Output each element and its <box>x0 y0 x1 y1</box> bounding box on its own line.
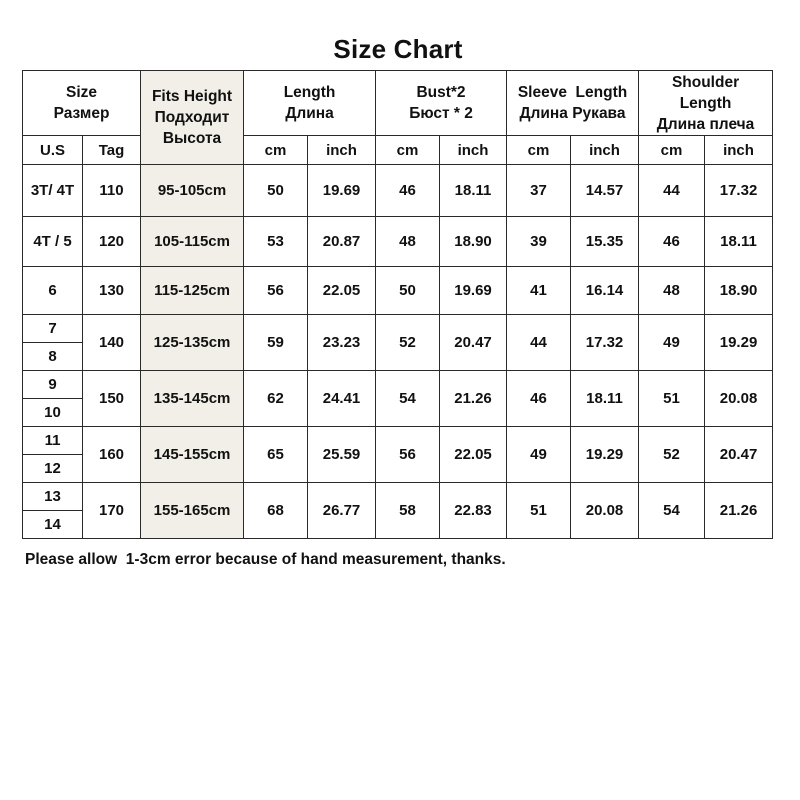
us-size-cell: 9 <box>23 371 83 399</box>
shoulder-inch-cell: 18.90 <box>705 267 773 315</box>
tag-subheader: Tag <box>83 136 141 165</box>
sleeve-header <box>507 71 639 136</box>
height-cell: 105-115cm <box>141 217 244 267</box>
sleeve-cm-cell: 44 <box>507 315 571 371</box>
header-row <box>23 71 773 136</box>
bust-inch-cell: 19.69 <box>440 267 507 315</box>
height-cell: 95-105cm <box>141 165 244 217</box>
size-row <box>23 427 773 455</box>
sleeve-inch-subheader: inch <box>571 136 639 165</box>
us-size-cell: 10 <box>23 399 83 427</box>
tag-cell: 170 <box>83 483 141 539</box>
height-header <box>141 71 244 165</box>
bust-cm-cell: 48 <box>376 217 440 267</box>
sleeve-header-ru: Длина Рукава <box>519 105 626 122</box>
us-size-cell: 14 <box>23 511 83 539</box>
shoulder-cm-cell: 46 <box>639 217 705 267</box>
shoulder-inch-cell: 18.11 <box>705 217 773 267</box>
height-cell: 125-135cm <box>141 315 244 371</box>
us-size-cell: 11 <box>23 427 83 455</box>
bust-inch-cell: 20.47 <box>440 315 507 371</box>
us-size-cell: 8 <box>23 343 83 371</box>
tag-cell: 110 <box>83 165 141 217</box>
shoulder-cm-cell: 51 <box>639 371 705 427</box>
shoulder-inch-cell: 21.26 <box>705 483 773 539</box>
sleeve-cm-cell: 39 <box>507 217 571 267</box>
tag-cell: 160 <box>83 427 141 483</box>
size-row <box>23 371 773 399</box>
tag-cell: 120 <box>83 217 141 267</box>
bust-header-ru: Бюст * 2 <box>409 105 473 122</box>
length-header-ru: Длина <box>285 105 334 122</box>
sleeve-cm-cell: 37 <box>507 165 571 217</box>
sleeve-cm-cell: 51 <box>507 483 571 539</box>
height-header-en: Fits Height <box>151 88 233 105</box>
us-subheader: U.S <box>23 136 83 165</box>
tag-cell: 130 <box>83 267 141 315</box>
sleeve-inch-cell: 20.08 <box>571 483 639 539</box>
sleeve-cm-cell: 49 <box>507 427 571 483</box>
length-inch-cell: 20.87 <box>308 217 376 267</box>
bust-inch-cell: 22.83 <box>440 483 507 539</box>
size-header-ru: Размер <box>53 105 110 122</box>
us-size-cell: 3T/ 4T <box>23 165 83 217</box>
measurement-note: Please allow 1-3cm error because of hand measurement, thanks. <box>25 551 506 568</box>
subheader-row <box>23 136 773 165</box>
shoulder-cm-cell: 48 <box>639 267 705 315</box>
bust-inch-cell: 22.05 <box>440 427 507 483</box>
sleeve-inch-cell: 17.32 <box>571 315 639 371</box>
shoulder-header <box>639 71 773 136</box>
shoulder-cm-cell: 54 <box>639 483 705 539</box>
bust-cm-cell: 50 <box>376 267 440 315</box>
length-inch-cell: 19.69 <box>308 165 376 217</box>
sleeve-cm-cell: 46 <box>507 371 571 427</box>
shoulder-cm-subheader: cm <box>639 136 705 165</box>
length-cm-cell: 56 <box>244 267 308 315</box>
shoulder-cm-cell: 49 <box>639 315 705 371</box>
sleeve-inch-cell: 15.35 <box>571 217 639 267</box>
chart-title: Size Chart <box>333 34 463 64</box>
bust-cm-cell: 56 <box>376 427 440 483</box>
bust-cm-cell: 46 <box>376 165 440 217</box>
length-header <box>244 71 376 136</box>
height-header-ru-2: Высота <box>162 130 222 147</box>
sleeve-inch-cell: 18.11 <box>571 371 639 427</box>
sleeve-header-en: Sleeve Length <box>517 84 628 101</box>
bust-cm-cell: 52 <box>376 315 440 371</box>
length-inch-cell: 24.41 <box>308 371 376 427</box>
bust-header-en: Bust*2 <box>416 84 466 101</box>
shoulder-inch-cell: 20.47 <box>705 427 773 483</box>
us-size-cell: 6 <box>23 267 83 315</box>
size-row <box>23 217 773 267</box>
length-cm-cell: 59 <box>244 315 308 371</box>
length-cm-cell: 53 <box>244 217 308 267</box>
height-header-ru-1: Подходит <box>154 109 230 126</box>
sleeve-inch-cell: 14.57 <box>571 165 639 217</box>
shoulder-inch-cell: 20.08 <box>705 371 773 427</box>
sleeve-cm-cell: 41 <box>507 267 571 315</box>
length-inch-cell: 22.05 <box>308 267 376 315</box>
length-inch-subheader: inch <box>308 136 376 165</box>
us-size-cell: 7 <box>23 315 83 343</box>
bust-header <box>376 71 507 136</box>
sleeve-cm-subheader: cm <box>507 136 571 165</box>
tag-cell: 150 <box>83 371 141 427</box>
bust-cm-cell: 58 <box>376 483 440 539</box>
height-cell: 135-145cm <box>141 371 244 427</box>
length-header-en: Length <box>283 84 336 101</box>
bust-inch-subheader: inch <box>440 136 507 165</box>
length-cm-cell: 65 <box>244 427 308 483</box>
shoulder-header-ru: Длина плеча <box>656 115 755 133</box>
size-rows <box>23 165 773 539</box>
size-row <box>23 267 773 315</box>
length-inch-cell: 26.77 <box>308 483 376 539</box>
length-cm-cell: 62 <box>244 371 308 427</box>
shoulder-header-en-1: Shoulder <box>671 73 740 91</box>
length-inch-cell: 25.59 <box>308 427 376 483</box>
length-inch-cell: 23.23 <box>308 315 376 371</box>
sleeve-inch-cell: 19.29 <box>571 427 639 483</box>
bust-inch-cell: 18.11 <box>440 165 507 217</box>
length-cm-cell: 50 <box>244 165 308 217</box>
size-row <box>23 483 773 511</box>
bust-cm-cell: 54 <box>376 371 440 427</box>
us-size-cell: 12 <box>23 455 83 483</box>
shoulder-inch-subheader: inch <box>705 136 773 165</box>
size-table <box>22 70 773 539</box>
size-row <box>23 315 773 343</box>
length-cm-subheader: cm <box>244 136 308 165</box>
length-cm-cell: 68 <box>244 483 308 539</box>
height-cell: 145-155cm <box>141 427 244 483</box>
shoulder-cm-cell: 44 <box>639 165 705 217</box>
bust-inch-cell: 21.26 <box>440 371 507 427</box>
us-size-cell: 4T / 5 <box>23 217 83 267</box>
height-cell: 115-125cm <box>141 267 244 315</box>
bust-cm-subheader: cm <box>376 136 440 165</box>
sleeve-inch-cell: 16.14 <box>571 267 639 315</box>
shoulder-cm-cell: 52 <box>639 427 705 483</box>
size-row <box>23 165 773 217</box>
us-size-cell: 13 <box>23 483 83 511</box>
shoulder-inch-cell: 19.29 <box>705 315 773 371</box>
shoulder-inch-cell: 17.32 <box>705 165 773 217</box>
shoulder-header-en-2: Length <box>679 94 732 112</box>
size-header-en: Size <box>66 84 98 101</box>
size-header <box>23 71 141 136</box>
bust-inch-cell: 18.90 <box>440 217 507 267</box>
tag-cell: 140 <box>83 315 141 371</box>
height-cell: 155-165cm <box>141 483 244 539</box>
